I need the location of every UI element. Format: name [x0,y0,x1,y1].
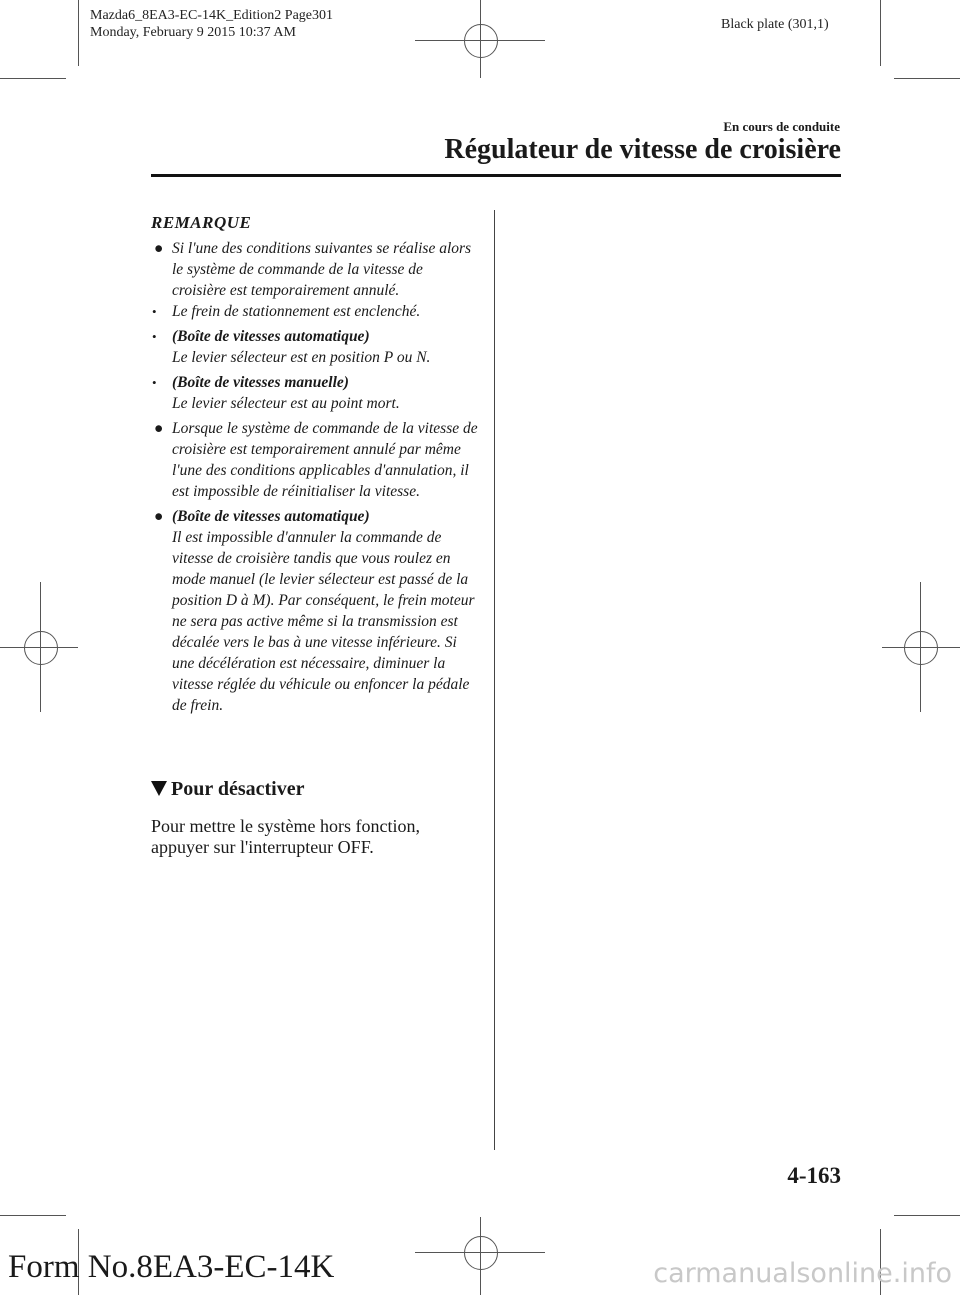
note-subitem [150,326,480,368]
note-item-text: Il est impossible d'annuler la commande de vitesse de croisière tandis que vous roulez en mode manuel (le levier sélecteur est passé de la position D à M). Par conséquent, le frein moteur ne sera pas active même si la transmission est décalée vers le bas à une vitesse inférieure. Si une décélération est nécessaire, diminuer la vitesse réglée du véhicule ou enfoncer la pédale de frein. [172,529,475,714]
note-item-text: Si l'une des conditions suivantes se réalise alors le système de commande de la vitesse de croisière est temporairement annulé. [172,240,472,299]
section-heading [151,778,305,801]
note-subitem-label: (Boîte de vitesses manuelle) [172,374,349,391]
sub-bullet-icon: • [152,304,157,319]
file-info [90,7,333,41]
header-rule [151,174,841,177]
page-title: Régulateur de vitesse de croisière [444,134,841,165]
note-subitem-text: Le frein de stationnement est enclenché. [172,303,421,320]
note-item [150,418,480,502]
form-number: Form No.8EA3-EC-14K [8,1249,335,1285]
sub-bullet-icon: • [152,329,157,344]
note-subitem [150,301,480,322]
section-body: Pour mettre le système hors fonction, appuyer sur l'interrupteur OFF. [151,816,420,857]
note-heading: REMARQUE [151,213,252,232]
note-subitem-label: (Boîte de vitesses automatique) [172,328,370,345]
column-divider [494,210,495,1150]
bullet-icon: ● [154,240,164,257]
sub-bullet-icon: • [152,375,157,390]
note-subitem-text: Le levier sélecteur est en position P ou N. [172,349,431,366]
bullet-icon: ● [154,508,164,525]
triangle-down-icon [151,781,167,796]
note-subitem [150,372,480,414]
note-item-label: (Boîte de vitesses automatique) [172,508,370,525]
note-item-text: Lorsque le système de commande de la vitesse de croisière est temporairement annulé par même l'une des conditions applicables d'annulation, il est impossible de réinitialiser la vitesse. [172,420,478,500]
file-info-name: Mazda6_8EA3-EC-14K_Edition2 Page301 [90,8,334,23]
section-heading-text: Pour désactiver [171,778,305,800]
file-info-date: Monday, February 9 2015 10:37 AM [90,25,296,40]
section-category: En cours de conduite [723,119,840,134]
plate-label: Black plate (301,1) [721,17,829,32]
watermark: carmanualsonline.info [653,1258,952,1289]
bullet-icon: ● [154,420,164,437]
note-item [150,238,480,301]
note-item [150,506,480,716]
note-list [150,238,480,716]
page-number: 4-163 [787,1163,841,1188]
note-subitem-text: Le levier sélecteur est au point mort. [172,395,400,412]
